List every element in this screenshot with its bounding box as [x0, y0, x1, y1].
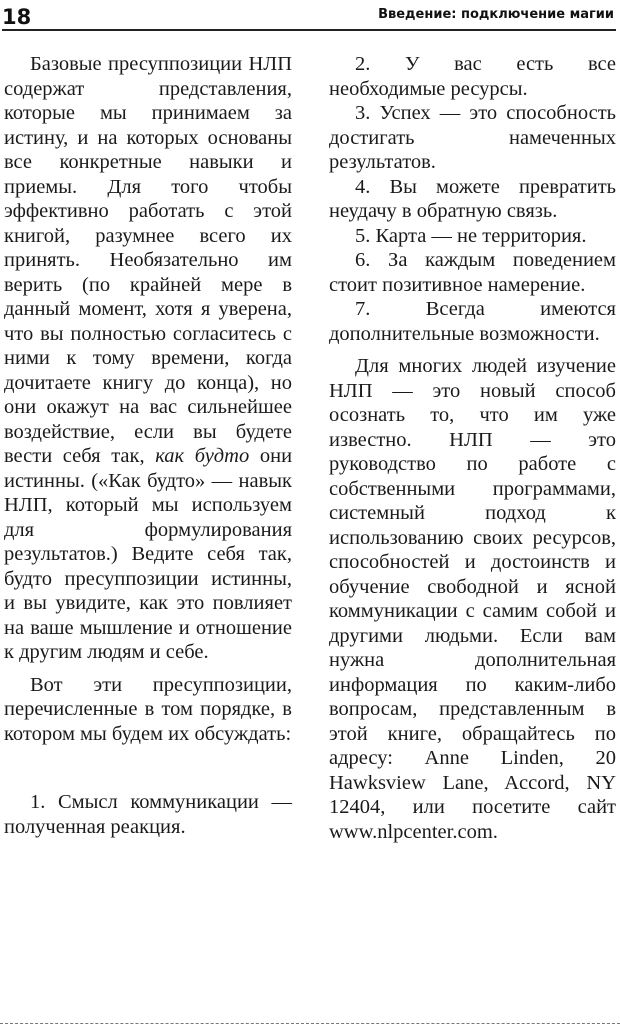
paragraph-presuppositions-intro [4, 52, 292, 665]
list-item-2: 2. У вас есть все необходимые ресурсы. [329, 53, 616, 100]
left-column [4, 52, 292, 839]
list-item-5: 5. Карта — не территория. [355, 224, 587, 247]
paragraph-text: Базовые пресуппозиции НЛП содержат представления, которые мы принимаем за истину, и на которых основаны все конкретные навыки и приемы. Для того чтобы эффективно работать с этой книгой, разумнее всего их принять. Необязательно им верить (по крайней мере в данный момент, хотя я уверена, что вы полностью согласитесь с ними к тому времени, когда дочитаете книгу до конца), но они окажут на вас сильнейшее воздействие, если вы будете вести себя так, [4, 53, 292, 467]
emphasis-as-if: как будто [155, 445, 250, 467]
list-item-4: 4. Вы можете превратить неудачу в обратную связь. [329, 175, 616, 222]
list-item-1: 1. Смысл коммуникации — полученная реакция. [4, 791, 292, 838]
paragraph-list-intro: Вот эти пресуппозиции, перечисленные в том порядке, в котором мы будем их обсуждать: [4, 673, 292, 745]
list-item-6: 6. За каждым поведением стоит позитивное намерение. [329, 249, 616, 296]
paragraph-nlp-summary: Для многих людей изучение НЛП — это новый способ осознать то, что им уже известно. НЛП — это руководство по работе с собственными программами, системный подход к использованию своих ресурсов, способностей и достоинств и обучение свободной и ясной коммуникации с самим собой и другими людьми. Если вам нужна дополнительная информация по каким-либо вопросам, представленным в этой книге, обращайтесь по адресу: Anne Linden, 20 Hawksview Lane, Accord, NY 12404, или посетите сайт www.nlpcenter.com. [329, 355, 616, 843]
bottom-rule [0, 1023, 620, 1024]
list-item-3: 3. Успех — это способность достигать намеченных результатов. [329, 102, 616, 173]
right-column [329, 52, 616, 844]
list-item-7: 7. Всегда имеются дополнительные возможности. [329, 298, 616, 345]
page-number: 18 [2, 5, 32, 29]
header-rule [2, 29, 616, 31]
running-head: Введение: подключение магии [378, 7, 614, 22]
paragraph-text-tail: они истинны. («Как будто» — навык НЛП, который мы используем для формулирования результатов.) Ведите себя так, будто пресуппозиции истинны, и вы увидите, как это повлияет на ваше мышление и отношение к другим людям и себе. [4, 445, 293, 663]
